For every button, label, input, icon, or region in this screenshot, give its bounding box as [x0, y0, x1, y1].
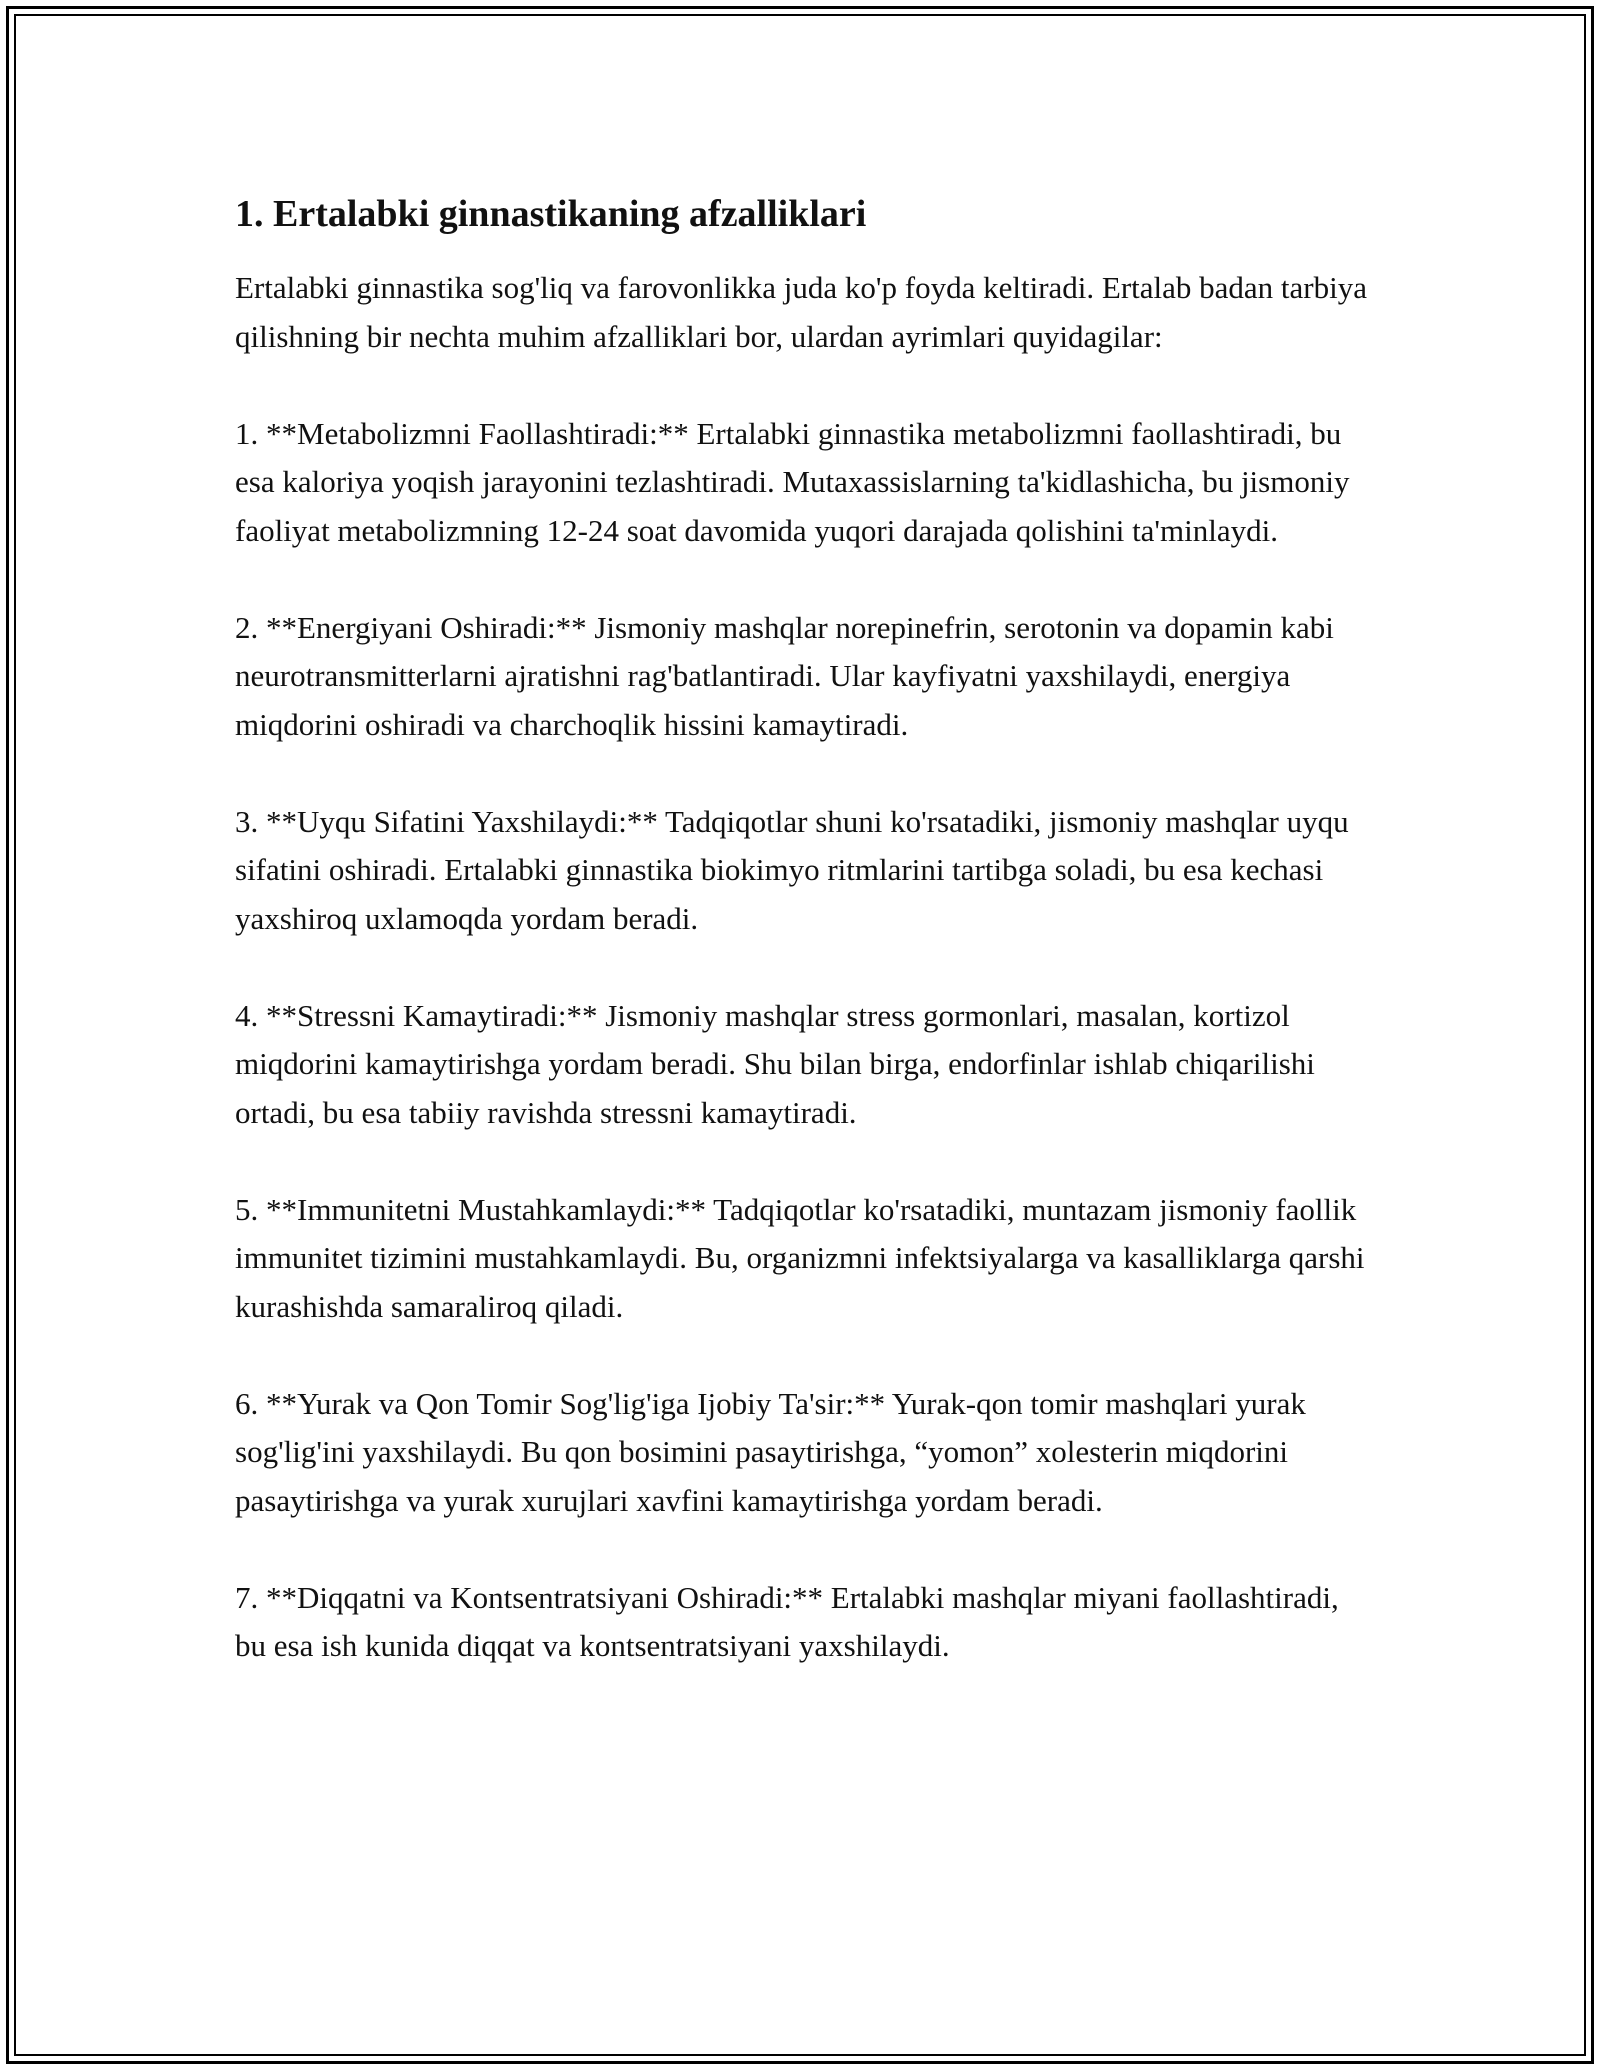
list-item-energy: 2. **Energiyani Oshiradi:** Jismoniy mashqlar norepinefrin, serotonin va dopamin kabi neurotransmitterlarni ajratishni rag'batlantiradi. Ular kayfiyatni yaxshilaydi, energiya miqdorini oshiradi va charchoqlik hissini kamaytiradi.	[235, 609, 1334, 742]
list-item-stress: 4. **Stressni Kamaytiradi:** Jismoniy mashqlar stress gormonlari, masalan, kortizol miqdorini kamaytirishga yordam beradi. Shu bilan birga, endorfinlar ishlab chiqarilishi ortadi, bu esa tabiiy ravishda stressni kamaytiradi.	[235, 997, 1315, 1130]
list-item-sleep: 3. **Uyqu Sifatini Yaxshilaydi:** Tadqiqotlar shuni ko'rsatadiki, jismoniy mashqlar uyqu sifatini oshiradi. Ertalabki ginnastika biokimyo ritmlarini tartibga soladi, bu esa kechasi yaxshiroq uxlamoqda yordam beradi.	[235, 803, 1349, 936]
list-item-metabolism: 1. **Metabolizmni Faollashtiradi:** Ertalabki ginnastika metabolizmni faollashtiradi, bu esa kaloriya yoqish jarayonini tezlashtiradi. Mutaxassislarning ta'kidlashicha, bu jismoniy faoliyat metabolizmning 12-24 soat davomida yuqori darajada qolishini ta'minlaydi.	[235, 415, 1350, 548]
list-item-focus: 7. **Diqqatni va Kontsentratsiyani Oshiradi:** Ertalabki mashqlar miyani faollashtiradi, bu esa ish kunida diqqat va kontsentratsiyani yaxshilaydi.	[235, 1579, 1339, 1663]
list-item-immunity: 5. **Immunitetni Mustahkamlaydi:** Tadqiqotlar ko'rsatadiki, muntazam jismoniy faollik immunitet tizimini mustahkamlaydi. Bu, organizmni infektsiyalarga va kasalliklarga qarshi kurashishda samaraliroq qiladi.	[235, 1191, 1365, 1324]
list-item-heart: 6. **Yurak va Qon Tomir Sog'lig'iga Ijobiy Ta'sir:** Yurak-qon tomir mashqlari yurak sog'lig'ini yaxshilaydi. Bu qon bosimini pasaytirishga, “yomon” xolesterin miqdorini pasaytirishga va yurak xurujlari xavfini kamaytirishga yordam beradi.	[235, 1385, 1306, 1518]
intro-paragraph: Ertalabki ginnastika sog'liq va farovonlikka juda ko'p foyda keltiradi. Ertalab badan tarbiya qilishning bir nechta muhim afzalliklari bor, ulardan ayrimlari quyidagilar:	[235, 270, 1367, 354]
section-heading: 1. Ertalabki ginnastikaning afzalliklari	[235, 193, 867, 235]
document-body	[235, 190, 1375, 1671]
